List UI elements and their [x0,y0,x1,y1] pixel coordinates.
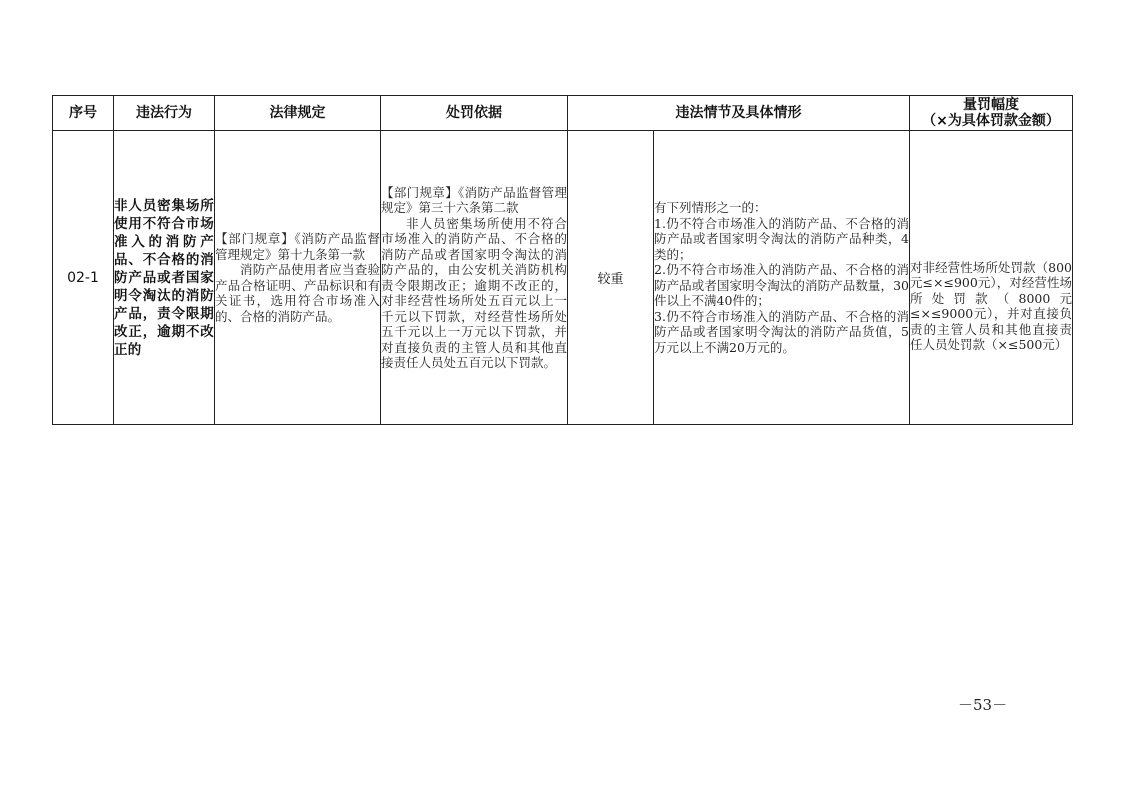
row-situation [654,131,910,425]
situation-item-3: 3.仍不符合市场准入的消防产品、不合格的消防产品或者国家明令淘汰的消防产品货值，5万元以上不满20万元的。 [654,308,909,355]
row-basis [381,131,568,425]
header-basis: 处罚依据 [381,96,568,131]
basis-body: 非人员密集场所使用不符合市场准入的消防产品、不合格的消防产品或者国家明令淘汰的消防产品的，由公安机关消防机构责令限期改正；逾期不改正的，对非经营性场所处五百元以上一千元以下罚款，对经营性场所处五千元以上一万元以下罚款，并对直接负责的主管人员和其他直接责任人员处五百元以下罚款。 [381,215,567,370]
situation-item-2: 2.仍不符合市场准入的消防产品、不合格的消防产品或者国家明令淘汰的消防产品数量，30件以上不满40件的； [654,262,909,308]
header-law: 法律规定 [215,96,381,131]
header-penalty-note: （×为具体罚款金额） [922,113,1060,129]
page-number: －53－ [958,696,1008,714]
law-body: 消防产品使用者应当查验产品合格证明、产品标识和有关证书，选用符合市场准入的、合格的消防产品。 [215,262,380,324]
row-penalty [910,131,1073,425]
header-penalty-title: 量罚幅度 [963,97,1019,113]
basis-title: 【部门规章】《消防产品监督管理规定》第三十六条第二款 [381,184,567,215]
header-behavior: 违法行为 [114,96,215,131]
situation-intro: 有下列情形之一的： [654,200,767,215]
situation-item-1: 1.仍不符合市场准入的消防产品、不合格的消防产品或者国家明令淘汰的消防产品种类，4类的； [654,215,909,262]
header-seq: 序号 [53,96,114,131]
row-degree: 较重 [568,131,654,425]
law-title: 【部门规章】《消防产品监督管理规定》第十九条第一款 [215,231,380,262]
row-law [215,131,381,425]
row-behavior: 非人员密集场所使用不符合市场准入的消防产品、不合格的消防产品或者国家明令淘汰的消防产品，责令限期改正，逾期不改正的 [114,131,215,425]
header-situation: 违法情节及具体情形 [568,96,910,131]
table-row [53,131,1073,425]
penalty-standard-table [52,95,1073,425]
header-penalty [910,96,1073,131]
row-seq: 02-1 [53,131,114,425]
penalty-text: 对非经营性场所处罚款（800元≤×≤900元），对经营性场所处罚款（8000元≤×≤9000元），并对直接负责的主管人员和其他直接责任人员处罚款（×≤500元） [910,259,1072,352]
header-row [53,96,1073,131]
